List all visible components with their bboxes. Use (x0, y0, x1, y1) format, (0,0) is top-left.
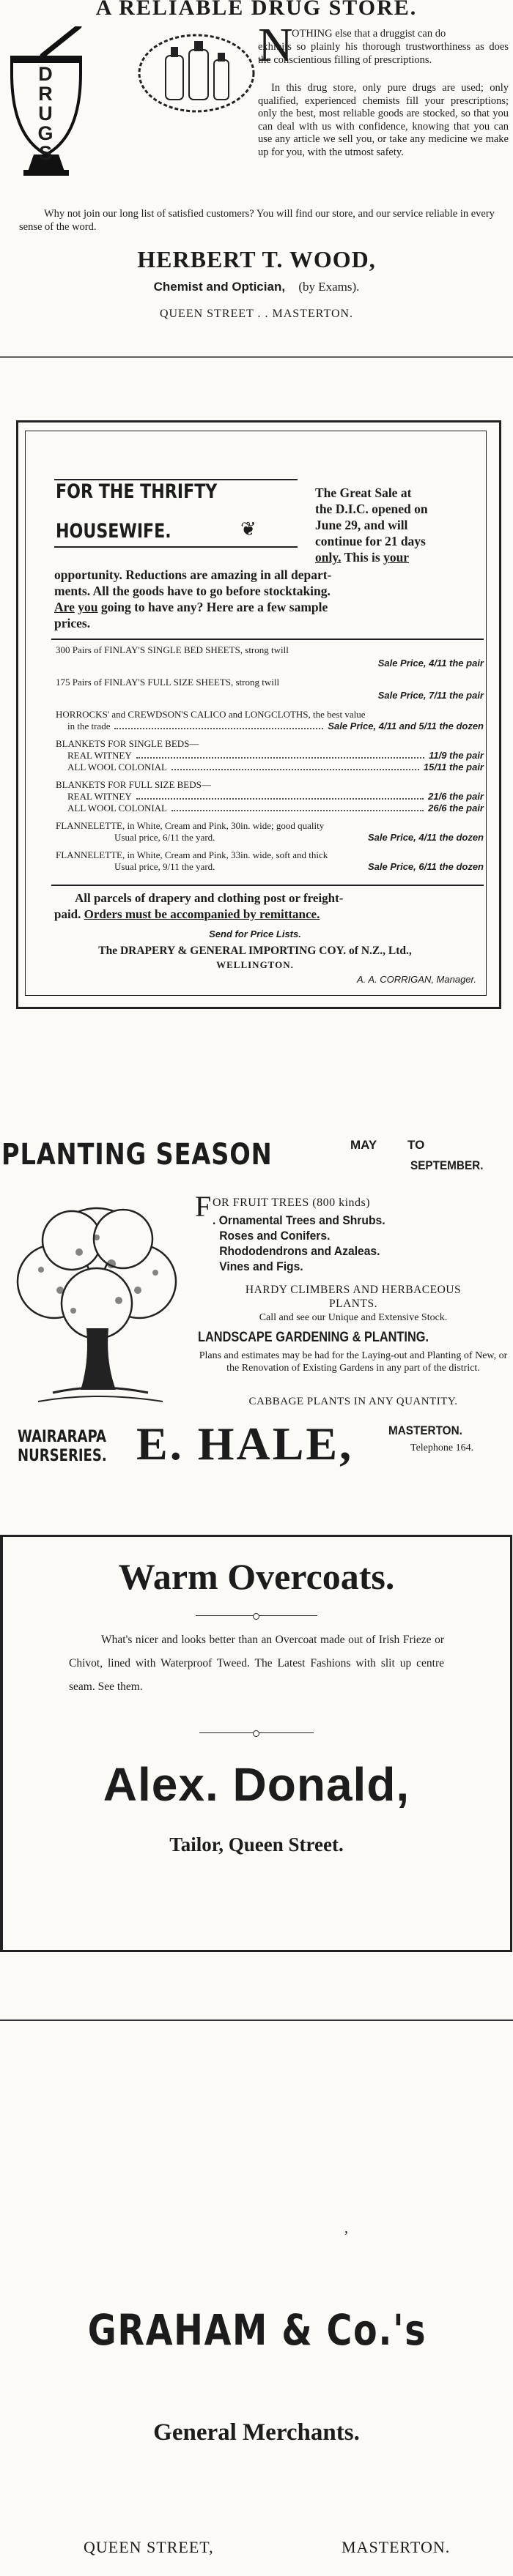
dic-item-single-sheets-price: Sale Price, 4/11 the pair (377, 658, 484, 669)
hale-name: E. HALE, (136, 1418, 354, 1470)
dic-price-list-rule-top (51, 639, 484, 640)
graham-town: MASTERTON. (342, 2538, 451, 2556)
dic-body (54, 567, 484, 631)
graham-street: QUEEN STREET, (84, 2538, 214, 2556)
dic-blankets-full: BLANKETS FOR FULL SIZE BEDS— (56, 779, 211, 790)
dic-item-calico-price: Sale Price, 4/11 and 5/11 the dozen (328, 721, 484, 732)
drug-store-para1: exhibits so plainly his thorough trustworthiness as does the conscientious filling of prescriptions. (258, 41, 509, 66)
dic-heading-underline-bottom (54, 546, 298, 548)
dic-intro (315, 485, 484, 565)
dic-flannelette-30: FLANNELETTE, in White, Cream and Pink, 30in. wide; good quality (56, 820, 325, 831)
donald-name: Alex. Donald, (103, 1758, 410, 1811)
dic-item-calico-trade: in the trade (67, 721, 111, 732)
medicine-bottles-illustration (138, 34, 255, 113)
dic-flannelette-30-usual: Usual price, 6/11 the yard. (114, 832, 215, 843)
donald-heading: Warm Overcoats. (118, 1556, 395, 1597)
dic-body-prices: prices. (54, 616, 91, 630)
drug-store-title: Chemist and Optician, (153, 280, 286, 294)
graham-top-rule (0, 2020, 513, 2021)
dic-price-list (56, 644, 484, 873)
dic-colonial-full: ALL WOOL COLONIAL (67, 803, 167, 814)
donald-tailor: Tailor, Queen Street. (169, 1834, 344, 1855)
dic-body-are: Are (54, 600, 75, 614)
logo-drugs-letters: DRUGS (37, 63, 53, 164)
logo-drugs-text (29, 64, 62, 163)
dic-parcels (54, 890, 484, 923)
hale-fruit-cap: F (195, 1190, 212, 1223)
drug-store-para2: In this drug store, only pure drugs are used; only qualified, experienced chemists fill your prescriptions; only the best, most reliable goods are stocked, so that you can deal with us with confidence, knowing that you can use any article we sell you, or take any medicine we make up for you, with the utmost safety. (258, 82, 509, 158)
graham-name: GRAHAM & Co.'s (87, 2305, 427, 2355)
dic-item-calico: HORROCKS' and CREWDSON'S CALICO and LONGCLOTHS, the best value (56, 709, 366, 720)
dic-parcels-orders: Orders must be accompanied by remittance. (84, 907, 320, 921)
hale-cabbage: CABBAGE PLANTS IN ANY QUANTITY. (248, 1396, 458, 1407)
hale-nursery-line1: WAIRARAPA (18, 1428, 107, 1446)
dic-item-full-sheets-price: Sale Price, 7/11 the pair (377, 690, 484, 701)
dic-colonial-full-price: 26/6 the pair (428, 803, 484, 814)
hale-climbers-line1: HARDY CLIMBERS AND HERBACEOUS (245, 1284, 462, 1296)
drug-store-para3: Why not join our long list of satisfied customers? You will find our store, and our service reliable in every sense of the word. (19, 208, 495, 233)
graham-apostrophe-mark: , (344, 2220, 348, 2236)
drug-store-para1-first: OTHING else that a druggist can do (292, 28, 446, 40)
dic-parcels-paid: paid. (54, 907, 81, 921)
hale-fruit-trees: OR FRUIT TREES (800 kinds) (213, 1196, 371, 1209)
dic-flannelette-30-price: Sale Price, 4/11 the dozen (368, 832, 484, 843)
dic-item-single-sheets: 300 Pairs of FINLAY'S SINGLE BED SHEETS, strong twill (56, 644, 289, 655)
ornament-divider-icon (199, 1730, 314, 1737)
donald-body: What's nicer and looks better than an Overcoat made out of Irish Frieze or Chivot, lined with Waterproof Tweed. The Latest Fashions with slit up centre seam. See them. (69, 1634, 444, 1693)
dic-colonial-single: ALL WOOL COLONIAL (67, 762, 167, 773)
dic-flannelette-33-price: Sale Price, 6/11 the dozen (368, 861, 484, 872)
dic-intro-your: your (383, 550, 410, 565)
drug-store-address: QUEEN STREET . . MASTERTON. (159, 308, 354, 320)
dic-flannelette-33-usual: Usual price, 9/11 the yard. (114, 861, 215, 872)
dic-intro-line4: continue for 21 days (315, 534, 426, 548)
graham-sub: General Merchants. (153, 2419, 360, 2446)
dic-manager: A. A. CORRIGAN, Manager. (356, 974, 476, 985)
dic-blankets-single: BLANKETS FOR SINGLE BEDS— (56, 738, 199, 749)
tree-illustration (9, 1194, 185, 1413)
hale-call: Call and see our Unique and Extensive Stock. (259, 1312, 448, 1323)
hale-nursery-line2: NURSERIES. (18, 1447, 107, 1465)
dic-company: The DRAPERY & GENERAL IMPORTING COY. of N.Z., Ltd., (98, 945, 412, 957)
hale-ornamental: Ornamental Trees and Shrubs. (218, 1213, 385, 1227)
dic-intro-only: only. (315, 550, 342, 565)
dic-city: WELLINGTON. (216, 959, 294, 970)
dic-heading-line1: FOR THE THRIFTY (56, 480, 218, 503)
dic-colonial-single-price: 15/11 the pair (423, 762, 484, 773)
hale-to: TO (407, 1138, 425, 1152)
dic-body-going: going to have any? Here are a few sample (100, 600, 328, 614)
dic-body-line1: opportunity. Reductions are amazing in all depart- (54, 567, 332, 582)
dic-price-lists: Send for Price Lists. (209, 928, 301, 939)
dic-witney-single: REAL WITNEY (67, 750, 132, 761)
dic-item-full-sheets: 175 Pairs of FINLAY'S FULL SIZE SHEETS, strong twill (56, 677, 280, 688)
hale-vines: Vines and Figs. (219, 1259, 303, 1273)
hale-rhododendrons: Rhododendrons and Azaleas. (219, 1244, 380, 1258)
hale-may: MAY (350, 1138, 377, 1152)
dic-intro-line1: The Great Sale at (315, 485, 412, 500)
column-rule (0, 356, 513, 358)
dic-body-line2: ments. All the goods have to go before stocktaking. (54, 584, 331, 598)
hale-climbers-line2: PLANTS. (329, 1298, 377, 1310)
dic-price-list-rule-bottom (51, 885, 484, 886)
dic-witney-full: REAL WITNEY (67, 791, 132, 802)
drug-store-heading: A RELIABLE DRUG STORE. (95, 0, 418, 20)
dic-heading-line2: HOUSEWIFE. (56, 520, 171, 543)
hale-roses: Roses and Conifers. (219, 1229, 331, 1243)
dic-flannelette-33: FLANNELETTE, in White, Cream and Pink, 33in. wide, soft and thick (56, 849, 328, 860)
hale-list: . Ornamental Trees and Shrubs. Roses and Conifers. Rhododendrons and Azaleas. Vines and Figs. (213, 1213, 385, 1273)
hale-september: SEPTEMBER. (410, 1158, 484, 1172)
drug-store-title-line (0, 280, 513, 294)
hale-climbers (198, 1283, 509, 1311)
dic-body-you: you (78, 600, 98, 614)
drug-store-exams: (by Exams). (298, 280, 360, 294)
dic-intro-line2: the D.I.C. opened on (315, 502, 428, 516)
ornament-divider-icon (196, 1612, 317, 1620)
dic-parcels-line1: All parcels of drapery and clothing post or freight- (75, 891, 344, 905)
dic-intro-line3: June 29, and will (315, 518, 408, 532)
drug-store-drop-cap: N (258, 18, 293, 72)
hale-town: MASTERTON. (388, 1423, 462, 1437)
leaf-ornament-icon: ❦ (240, 518, 256, 540)
hale-landscape: LANDSCAPE GARDENING & PLANTING. (198, 1330, 429, 1345)
dic-intro-this-is: This is (344, 550, 380, 565)
dic-witney-single-price: 11/9 the pair (429, 750, 484, 761)
hale-heading: PLANTING SEASON (1, 1138, 273, 1172)
drug-store-name: HERBERT T. WOOD, (137, 246, 376, 272)
dic-witney-full-price: 21/6 the pair (428, 791, 484, 802)
hale-nursery-name (18, 1428, 107, 1466)
hale-plans: Plans and estimates may be had for the Laying-out and Planting of New, or the Renovation of Existing Gardens in any part of the district. (199, 1350, 508, 1374)
hale-phone: Telephone 164. (410, 1443, 474, 1453)
